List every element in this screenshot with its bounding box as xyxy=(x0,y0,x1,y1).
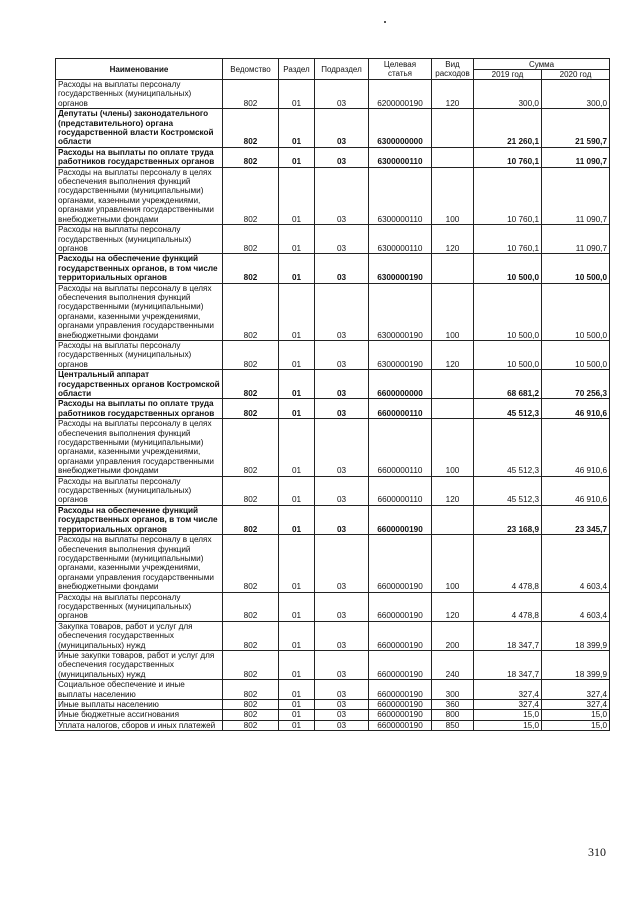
cell-sub: 03 xyxy=(315,147,369,167)
cell-v2020: 11 090,7 xyxy=(542,147,610,167)
cell-target: 6600000190 xyxy=(369,535,432,592)
cell-v2020: 300,0 xyxy=(542,80,610,109)
cell-target: 6300000110 xyxy=(369,167,432,224)
cell-target: 6300000190 xyxy=(369,283,432,340)
cell-v2019: 327,4 xyxy=(474,700,542,710)
cell-type xyxy=(432,505,474,534)
table-row xyxy=(56,650,610,679)
cell-name: Расходы на обеспечение функций государственных органов, в том числе территориальных органов xyxy=(56,505,223,534)
table-row xyxy=(56,535,610,592)
cell-v2019: 10 500,0 xyxy=(474,254,542,283)
cell-target: 6600000190 xyxy=(369,650,432,679)
cell-sec: 01 xyxy=(279,167,315,224)
cell-sub: 03 xyxy=(315,476,369,505)
cell-name: Расходы на выплаты персоналу государственных (муниципальных) органов xyxy=(56,476,223,505)
cell-dept: 802 xyxy=(223,225,279,254)
cell-sub: 03 xyxy=(315,283,369,340)
cell-sec: 01 xyxy=(279,147,315,167)
table-row xyxy=(56,621,610,650)
cell-v2020: 10 500,0 xyxy=(542,340,610,369)
cell-type: 100 xyxy=(432,535,474,592)
cell-name: Иные выплаты населению xyxy=(56,700,223,710)
cell-sub: 03 xyxy=(315,710,369,720)
cell-v2019: 45 512,3 xyxy=(474,399,542,419)
cell-dept: 802 xyxy=(223,476,279,505)
cell-dept: 802 xyxy=(223,254,279,283)
cell-dept: 802 xyxy=(223,700,279,710)
cell-v2019: 15,0 xyxy=(474,710,542,720)
cell-sec: 01 xyxy=(279,621,315,650)
cell-type: 120 xyxy=(432,592,474,621)
cell-type: 120 xyxy=(432,340,474,369)
budget-table xyxy=(55,58,610,731)
cell-sec: 01 xyxy=(279,535,315,592)
header-section: Раздел xyxy=(279,59,315,80)
cell-type xyxy=(432,109,474,148)
cell-sec: 01 xyxy=(279,419,315,476)
cell-sub: 03 xyxy=(315,700,369,710)
cell-sub: 03 xyxy=(315,399,369,419)
cell-dept: 802 xyxy=(223,650,279,679)
header-exp-type: Вид расходов xyxy=(432,59,474,80)
cell-sub: 03 xyxy=(315,592,369,621)
table-row xyxy=(56,476,610,505)
cell-type: 850 xyxy=(432,720,474,730)
cell-v2019: 300,0 xyxy=(474,80,542,109)
cell-sec: 01 xyxy=(279,283,315,340)
cell-name: Расходы на выплаты по оплате труда работников государственных органов xyxy=(56,399,223,419)
cell-v2020: 10 500,0 xyxy=(542,254,610,283)
cell-name: Расходы на выплаты персоналу в целях обеспечения выполнения функций государственными (муниципальными) органами, казенными учреждениями, органами управления государственными внебюджетными фондами xyxy=(56,535,223,592)
cell-v2019: 21 260,1 xyxy=(474,109,542,148)
cell-target: 6600000190 xyxy=(369,700,432,710)
cell-type: 120 xyxy=(432,225,474,254)
cell-sub: 03 xyxy=(315,621,369,650)
header-2019: 2019 год xyxy=(474,70,542,80)
cell-sec: 01 xyxy=(279,700,315,710)
cell-target: 6600000190 xyxy=(369,621,432,650)
cell-sub: 03 xyxy=(315,167,369,224)
cell-name: Закупка товаров, работ и услуг для обеспечения государственных (муниципальных) нужд xyxy=(56,621,223,650)
cell-dept: 802 xyxy=(223,283,279,340)
cell-dept: 802 xyxy=(223,109,279,148)
cell-name: Расходы на выплаты персоналу государственных (муниципальных) органов xyxy=(56,80,223,109)
cell-sec: 01 xyxy=(279,505,315,534)
cell-v2019: 10 500,0 xyxy=(474,283,542,340)
cell-v2020: 10 500,0 xyxy=(542,283,610,340)
cell-v2019: 10 760,1 xyxy=(474,147,542,167)
cell-dept: 802 xyxy=(223,505,279,534)
table-row xyxy=(56,147,610,167)
cell-sub: 03 xyxy=(315,254,369,283)
cell-target: 6300000190 xyxy=(369,254,432,283)
table-row xyxy=(56,340,610,369)
cell-name: Расходы на выплаты персоналу государственных (муниципальных) органов xyxy=(56,592,223,621)
cell-sub: 03 xyxy=(315,370,369,399)
cell-dept: 802 xyxy=(223,419,279,476)
table-row xyxy=(56,592,610,621)
cell-type: 120 xyxy=(432,80,474,109)
cell-target: 6600000190 xyxy=(369,505,432,534)
cell-type: 200 xyxy=(432,621,474,650)
table-row xyxy=(56,710,610,720)
cell-name: Депутаты (члены) законодательного (представительного) органа государственной власти Костромской области xyxy=(56,109,223,148)
cell-name: Расходы на выплаты персоналу государственных (муниципальных) органов xyxy=(56,340,223,369)
cell-sub: 03 xyxy=(315,80,369,109)
cell-v2020: 46 910,6 xyxy=(542,476,610,505)
table-row xyxy=(56,680,610,700)
cell-v2019: 18 347,7 xyxy=(474,650,542,679)
cell-dept: 802 xyxy=(223,399,279,419)
cell-sub: 03 xyxy=(315,340,369,369)
header-name: Наименование xyxy=(56,59,223,80)
cell-target: 6600000000 xyxy=(369,370,432,399)
cell-sec: 01 xyxy=(279,254,315,283)
cell-v2019: 15,0 xyxy=(474,720,542,730)
cell-sec: 01 xyxy=(279,340,315,369)
cell-type xyxy=(432,399,474,419)
cell-sec: 01 xyxy=(279,109,315,148)
cell-sub: 03 xyxy=(315,535,369,592)
cell-v2020: 18 399,9 xyxy=(542,621,610,650)
cell-target: 6600000190 xyxy=(369,720,432,730)
cell-v2020: 18 399,9 xyxy=(542,650,610,679)
cell-target: 6200000190 xyxy=(369,80,432,109)
table-row xyxy=(56,399,610,419)
header-target: Целевая статья xyxy=(369,59,432,80)
cell-v2020: 46 910,6 xyxy=(542,399,610,419)
cell-name: Центральный аппарат государственных органов Костромской области xyxy=(56,370,223,399)
cell-v2020: 11 090,7 xyxy=(542,225,610,254)
cell-v2019: 23 168,9 xyxy=(474,505,542,534)
header-dept: Ведомство xyxy=(223,59,279,80)
header-sum: Сумма xyxy=(474,59,610,70)
cell-dept: 802 xyxy=(223,592,279,621)
table-row xyxy=(56,167,610,224)
cell-target: 6600000190 xyxy=(369,592,432,621)
cell-v2019: 45 512,3 xyxy=(474,419,542,476)
table-row xyxy=(56,370,610,399)
cell-dept: 802 xyxy=(223,680,279,700)
cell-v2020: 327,4 xyxy=(542,700,610,710)
cell-v2020: 70 256,3 xyxy=(542,370,610,399)
table-row xyxy=(56,80,610,109)
cell-sec: 01 xyxy=(279,720,315,730)
cell-type: 120 xyxy=(432,476,474,505)
cell-v2020: 4 603,4 xyxy=(542,592,610,621)
table-row xyxy=(56,720,610,730)
cell-v2019: 68 681,2 xyxy=(474,370,542,399)
cell-name: Расходы на выплаты по оплате труда работников государственных органов xyxy=(56,147,223,167)
cell-sub: 03 xyxy=(315,419,369,476)
cell-type: 100 xyxy=(432,167,474,224)
cell-name: Расходы на выплаты персоналу в целях обеспечения выполнения функций государственными (муниципальными) органами, казенными учреждениями, органами управления государственными внебюджетными фондами xyxy=(56,167,223,224)
table-body xyxy=(56,80,610,731)
header-2020: 2020 год xyxy=(542,70,610,80)
cell-name: Иные закупки товаров, работ и услуг для обеспечения государственных (муниципальных) нужд xyxy=(56,650,223,679)
table-row xyxy=(56,419,610,476)
cell-type: 800 xyxy=(432,710,474,720)
header-subsection: Подраздел xyxy=(315,59,369,80)
cell-target: 6600000190 xyxy=(369,710,432,720)
cell-sec: 01 xyxy=(279,80,315,109)
cell-v2020: 46 910,6 xyxy=(542,419,610,476)
cell-v2020: 15,0 xyxy=(542,720,610,730)
cell-target: 6600000110 xyxy=(369,419,432,476)
table-row xyxy=(56,700,610,710)
cell-v2019: 4 478,8 xyxy=(474,535,542,592)
cell-sub: 03 xyxy=(315,720,369,730)
page-number: 310 xyxy=(588,845,606,859)
cell-v2019: 10 760,1 xyxy=(474,167,542,224)
cell-sub: 03 xyxy=(315,680,369,700)
cell-v2019: 10 760,1 xyxy=(474,225,542,254)
cell-type: 300 xyxy=(432,680,474,700)
cell-dept: 802 xyxy=(223,370,279,399)
cell-type: 100 xyxy=(432,419,474,476)
cell-name: Уплата налогов, сборов и иных платежей xyxy=(56,720,223,730)
cell-type: 240 xyxy=(432,650,474,679)
cell-dept: 802 xyxy=(223,720,279,730)
cell-dept: 802 xyxy=(223,535,279,592)
cell-v2020: 23 345,7 xyxy=(542,505,610,534)
cell-dept: 802 xyxy=(223,80,279,109)
cell-v2020: 327,4 xyxy=(542,680,610,700)
table-row xyxy=(56,109,610,148)
cell-type: 100 xyxy=(432,283,474,340)
cell-dept: 802 xyxy=(223,147,279,167)
cell-target: 6600000110 xyxy=(369,476,432,505)
cell-dept: 802 xyxy=(223,340,279,369)
cell-sec: 01 xyxy=(279,710,315,720)
cell-v2019: 327,4 xyxy=(474,680,542,700)
table-row xyxy=(56,505,610,534)
cell-type xyxy=(432,254,474,283)
speck xyxy=(384,21,386,23)
cell-v2020: 4 603,4 xyxy=(542,535,610,592)
table-row xyxy=(56,283,610,340)
cell-sec: 01 xyxy=(279,680,315,700)
cell-name: Расходы на обеспечение функций государственных органов, в том числе территориальных органов xyxy=(56,254,223,283)
cell-v2020: 21 590,7 xyxy=(542,109,610,148)
table-row xyxy=(56,225,610,254)
cell-name: Иные бюджетные ассигнования xyxy=(56,710,223,720)
cell-name: Расходы на выплаты персоналу в целях обеспечения выполнения функций государственными (муниципальными) органами, казенными учреждениями, органами управления государственными внебюджетными фондами xyxy=(56,419,223,476)
cell-type xyxy=(432,370,474,399)
cell-v2020: 15,0 xyxy=(542,710,610,720)
cell-sub: 03 xyxy=(315,225,369,254)
cell-sub: 03 xyxy=(315,650,369,679)
cell-dept: 802 xyxy=(223,621,279,650)
cell-v2019: 10 500,0 xyxy=(474,340,542,369)
cell-sec: 01 xyxy=(279,592,315,621)
cell-name: Расходы на выплаты персоналу государственных (муниципальных) органов xyxy=(56,225,223,254)
cell-sec: 01 xyxy=(279,650,315,679)
cell-name: Социальное обеспечение и иные выплаты населению xyxy=(56,680,223,700)
cell-target: 6300000110 xyxy=(369,225,432,254)
cell-name: Расходы на выплаты персоналу в целях обеспечения выполнения функций государственными (муниципальными) органами, казенными учреждениями, органами управления государственными внебюджетными фондами xyxy=(56,283,223,340)
cell-target: 6300000190 xyxy=(369,340,432,369)
cell-v2019: 18 347,7 xyxy=(474,621,542,650)
cell-target: 6300000000 xyxy=(369,109,432,148)
cell-type: 360 xyxy=(432,700,474,710)
cell-dept: 802 xyxy=(223,167,279,224)
cell-sec: 01 xyxy=(279,225,315,254)
cell-v2019: 4 478,8 xyxy=(474,592,542,621)
cell-v2020: 11 090,7 xyxy=(542,167,610,224)
cell-target: 6600000110 xyxy=(369,399,432,419)
cell-type xyxy=(432,147,474,167)
cell-target: 6300000110 xyxy=(369,147,432,167)
cell-sub: 03 xyxy=(315,109,369,148)
cell-sub: 03 xyxy=(315,505,369,534)
cell-sec: 01 xyxy=(279,476,315,505)
table-row xyxy=(56,254,610,283)
cell-sec: 01 xyxy=(279,370,315,399)
cell-dept: 802 xyxy=(223,710,279,720)
cell-sec: 01 xyxy=(279,399,315,419)
cell-target: 6600000190 xyxy=(369,680,432,700)
cell-v2019: 45 512,3 xyxy=(474,476,542,505)
